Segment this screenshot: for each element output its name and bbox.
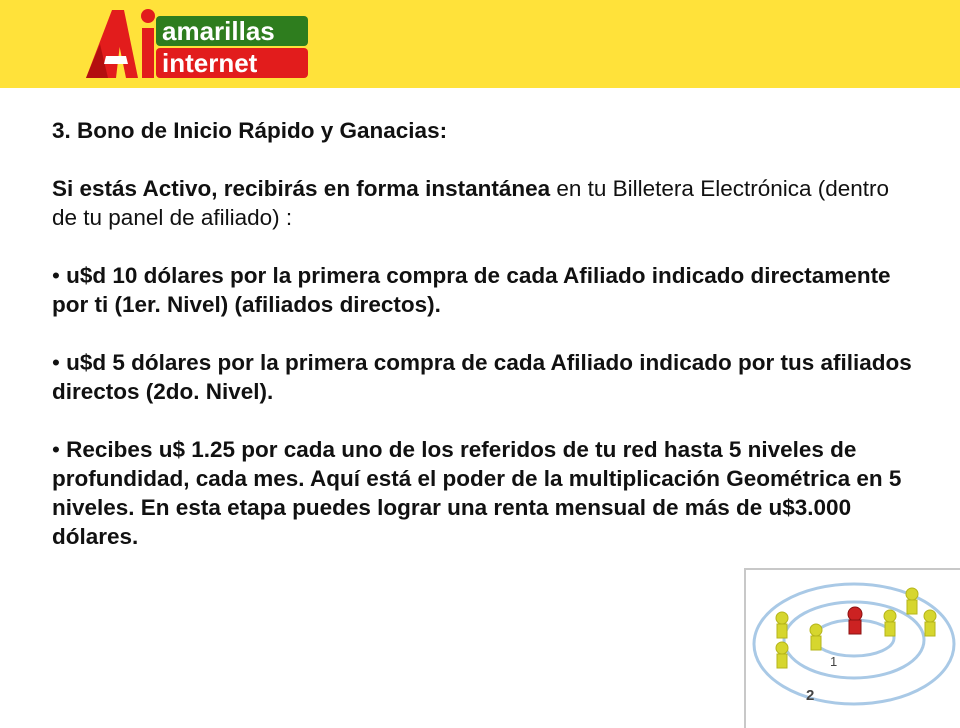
network-levels-image <box>744 568 960 728</box>
bullet-item <box>52 261 912 319</box>
bullet-text: Recibes u$ 1.25 por cada uno de los referidos de tu red hasta 5 niveles de profundidad, cada mes. Aquí está el poder de la multiplicación Geométrica en 5 niveles. En esta etapa puedes lograr una renta mensual de más de u$3.000 dólares. <box>52 437 902 549</box>
bullet-marker: • <box>52 437 60 462</box>
intro-paragraph <box>52 174 912 232</box>
level-label: 2 <box>806 687 815 704</box>
bullet-item <box>52 435 912 551</box>
intro-rest-text: en tu Billetera Electrónica (dentro de tu panel de afiliado) : <box>52 176 890 230</box>
bullet-marker: • <box>52 263 60 288</box>
bullet-item <box>52 348 912 406</box>
svg-text:internet: internet <box>162 48 258 78</box>
amarillas-internet-logo <box>78 4 318 84</box>
bono-section <box>52 116 912 580</box>
intro-bold-text: Si estás Activo, recibirás en forma instantánea <box>52 176 551 201</box>
bullet-text: u$d 5 dólares por la primera compra de cada Afiliado indicado por tus afiliados directos (2do. Nivel). <box>52 350 912 404</box>
svg-text:amarillas: amarillas <box>162 16 275 46</box>
bullet-marker: • <box>52 350 60 375</box>
bullet-text: u$d 10 dólares por la primera compra de cada Afiliado indicado directamente por ti (1er. Nivel) (afiliados directos). <box>52 263 891 317</box>
level-label: 1 <box>830 654 838 669</box>
section-heading: 3. Bono de Inicio Rápido y Ganacias: <box>52 118 448 143</box>
